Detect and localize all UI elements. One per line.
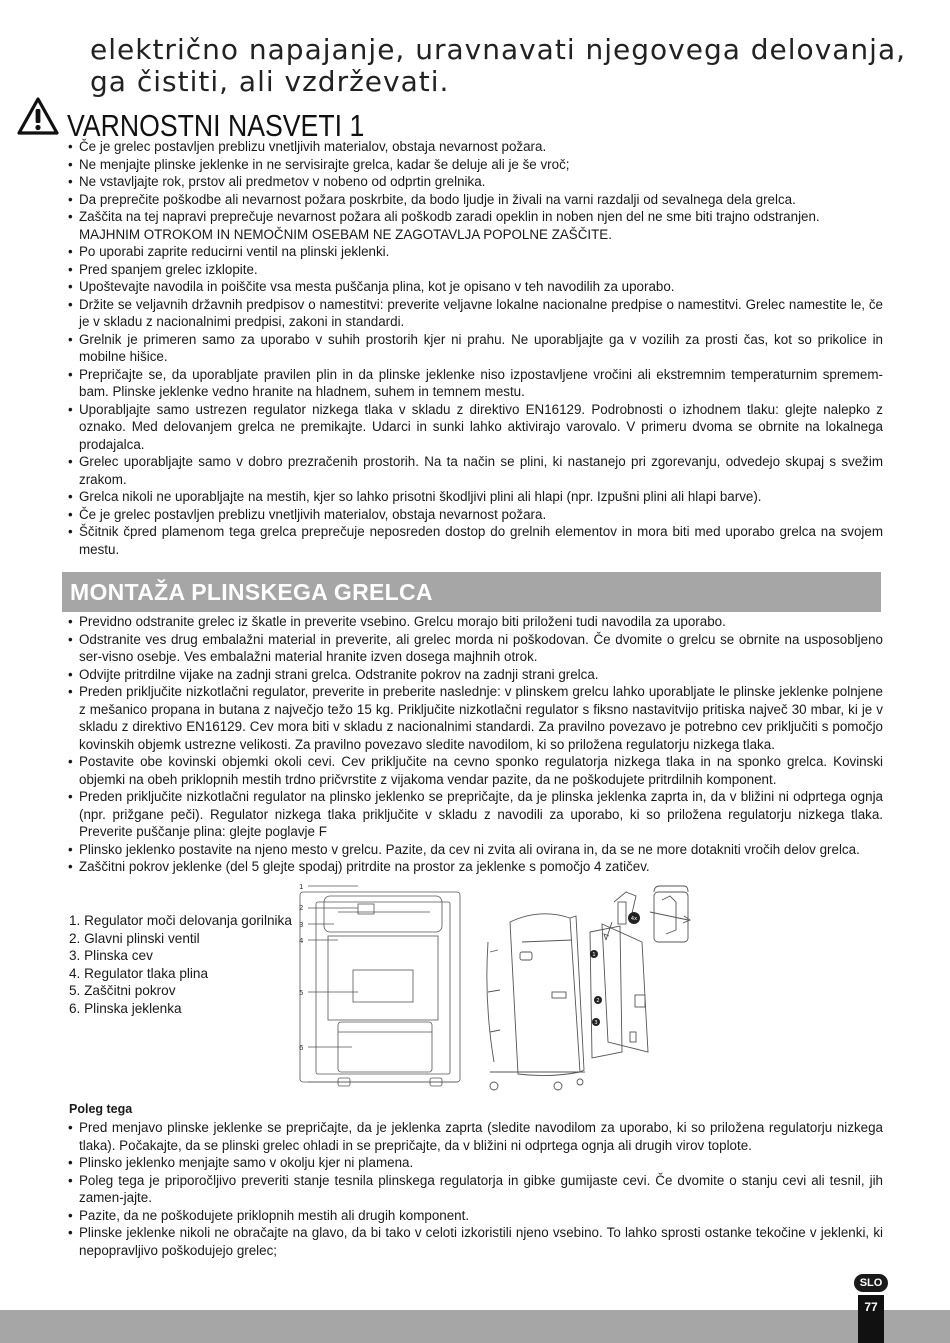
list-item: • Pazite, da ne poškodujete priklopnih mestih ali drugih komponent. <box>68 1207 470 1223</box>
intro-text: električno napajanje, uravnavati njegovega delovanja, ga čistiti, ali vzdrževati. <box>90 33 906 98</box>
part-item: 3. Plinska cev <box>69 948 153 964</box>
callout-3: 3 <box>299 921 304 929</box>
list-item: • Ščitnik čpred plamenom tega grelca preprečuje neposreden dostop do grelnih elementov in mora biti med uporabo grelca na svojem mestu. <box>68 524 883 557</box>
safety-heading: VARNOSTNI NASVETI 1 <box>67 108 365 143</box>
list-item: • Ne vstavljajte rok, prstov ali predmetov v nobeno od odprtin grelnika. <box>68 174 486 189</box>
page-number: 77 <box>858 1295 884 1343</box>
part-item: 5. Zaščitni pokrov <box>69 983 176 999</box>
bullet: • <box>68 401 73 417</box>
bullet: • <box>68 366 73 382</box>
step-3: 3 <box>594 1020 598 1026</box>
besides-heading: Poleg tega <box>69 1102 133 1116</box>
bullet: • <box>68 789 73 804</box>
bullet: • <box>68 841 73 857</box>
callout-6: 6 <box>299 1044 304 1052</box>
list-item: • Če je grelec postavljen preblizu vnetljivih materialov, obstaja nevarnost požara. <box>68 506 547 522</box>
part-item: 4. Regulator tlaka plina <box>69 965 209 981</box>
bullet: • <box>68 1207 73 1223</box>
bullet: • <box>68 631 73 647</box>
list-item: • Če je grelec postavljen preblizu vnetljivih materialov, obstaja nevarnost požara. <box>68 139 547 154</box>
step-1: 1 <box>592 952 596 958</box>
bullet: • <box>68 859 73 874</box>
besides-list <box>68 1119 883 1259</box>
parts-list <box>69 912 299 1018</box>
bullet: • <box>68 684 73 699</box>
bullet: • <box>68 1155 73 1170</box>
warning-icon <box>16 96 60 136</box>
bullet: • <box>68 524 73 539</box>
bullet: • <box>68 261 73 277</box>
list-item: • Prepričajte se, da uporabljate pravilen plin in da plinske jeklenke niso izpostavljene vročini ali ekstremnim temperaturnim spremem-bam. Plinske jeklenke vedno hranite na hladnem, suhem in temnem mestu. <box>68 366 883 399</box>
list-item: • Preden priključite nizkotlačni regulator, preverite in preberite naslednje: v plinskem grelcu lahko uporabljate le plinske jeklenke polnjene z mešanico propana in butana z največjo težo 15 kg. Priključite nizkotlačni regulator s fiksno nastavitvijo pritiska največ 30 mbar, ki je v skladu z direktivo EN16129. Cev mora biti v skladu z nacionalnimi standardi. Za pravilno povezavo je potrebno cev priključiti s pomočjo kovinskih objemk ustrezne velikosti. Za pravilno povezavo sledite navodilom, ki so priložena regulatorju nizkega tlaka. <box>68 684 883 752</box>
part-item: 1. Regulator moči delovanja gorilnika <box>69 913 292 928</box>
list-item: • Odstranite ves drug embalažni material in preverite, ali grelec morda ni poškodovan. Če dvomite o grelcu se obrnite na usposobljeno ser-visno osebje. Ves embalažni material hranite izven dosega majhnih otrok. <box>68 631 883 664</box>
list-item-warning: MAJHNIM OTROKOM IN NEMOČNIM OSEBAM NE ZAGOTAVLJA POPOLNE ZAŠČITE. <box>79 226 612 242</box>
bullet: • <box>68 614 73 629</box>
bullet: • <box>68 666 73 682</box>
list-item: • Preden priključite nizkotlačni regulator na plinsko jeklenko se prepričajte, da je plinska jeklenka zaprta in, da v bližini ni odprtega ognja (npr. prižgane peči). Regulator nizkega tlaka priključite v skladu z navodili za uporabo, ki so priložena regulatorju nizkega tlaka. Preverite puščanje plina: glejte poglavje F <box>68 789 883 839</box>
list-item: • Grelnik je primeren samo za uporabo v suhih prostorih kjer ni prahu. Ne uporabljajte ga v vozilih za prosti čas, kot so prikolice in mobilne hišice. <box>68 331 883 364</box>
list-item: • Pred spanjem grelec izklopite. <box>68 261 258 277</box>
language-badge: SLO <box>854 1274 888 1292</box>
list-item: • Uporabljajte samo ustrezen regulator nizkega tlaka v skladu z direktivo EN16129. Podrobnosti o izhodnem tlaku: glejte nalepko z oznako. Med delovanjem grelca ne premikajte. Udarci in sunki lahko aktivirajo varovalo. V primeru dvoma se obrnite na lokalnega prodajalca. <box>68 401 883 452</box>
list-item: • Poleg tega je priporočljivo preveriti stanje tesnila plinskega regulatorja in gibke gumijaste cevi. Če dvomite o stanju cevi ali tesnil, jih zamen-jajte. <box>68 1172 883 1205</box>
list-item: • Postavite obe kovinski objemki okoli cevi. Cev priključite na cevno sponko regulatorja nizkega tlaka in na sponko grelca. Kovinski objemki na obeh priklopnih mestih trdno pričvrstite z vijakoma vendar pazite, da ne poškodujete pritrdilnih komponent. <box>68 754 883 787</box>
part-item: 6. Plinska jeklenka <box>69 1000 182 1016</box>
safety-list <box>68 138 883 558</box>
list-item: • Odvijte pritrdilne vijake na zadnji strani grelca. Odstranite pokrov na zadnji strani grelca. <box>68 666 599 682</box>
list-item: • Da preprečite poškodbe ali nevarnost požara poskrbite, da bodo ljudje in živali na varni razdalji od sevalnega dela grelca. <box>68 191 796 207</box>
list-item: • Zaščitni pokrov jeklenke (del 5 glejte spodaj) pritrdite na prostor za jeklenke s pomočjo 4 zatičev. <box>68 859 650 874</box>
list-item: • Pred menjavo plinske jeklenke se prepričajte, da je jeklenka zaprta (sledite navodilom za uporabo, ki so priložena regulatorju nizkega tlaka). Počakajte, da se plinski grelec ohladi in se prepričajte, da v bližini ni odprtega ognja ali drugih virov toplote. <box>68 1120 883 1153</box>
cover-assembly-diagram <box>480 882 890 1094</box>
step-2: 2 <box>596 998 600 1004</box>
list-item: • Plinsko jeklenko postavite na njeno mesto v grelcu. Pazite, da cev ni zvita ali ovirana in, da se ne more dotakniti vročih delov grelca. <box>68 841 860 857</box>
bullet: • <box>68 754 73 769</box>
bullet: • <box>68 1120 73 1135</box>
bullet: • <box>68 489 73 504</box>
callout-2: 2 <box>299 904 304 912</box>
list-item: • Grelec uporabljajte samo v dobro prezračenih prostorih. Na ta način se plini, ki nastanejo pri zgorevanju, odvedejo skupaj s svežim zrakom. <box>68 454 883 487</box>
list-item: • Držite se veljavnih državnih predpisov o namestitvi: preverite veljavne lokalne nacionalne predpise o namestitvi. Grelec namestite le, če je v skladu z nacionalnimi predpisi, zakoni in standardi. <box>68 296 883 329</box>
list-item: • Zaščita na tej napravi preprečuje nevarnost požara ali poškodb zaradi opeklin in noben njen del ne sme biti trajno odstranjen. <box>68 209 820 224</box>
bullet: • <box>68 296 73 312</box>
bullet: • <box>68 209 73 224</box>
bullet: • <box>68 156 73 172</box>
list-item: • Ne menjajte plinske jeklenke in ne servisirajte grelca, kadar še deluje ali je še vroč; <box>68 156 570 172</box>
step-4x: 4x <box>630 916 638 922</box>
callout-4: 4 <box>299 937 304 945</box>
bullet: • <box>68 191 73 207</box>
list-item: • Plinske jeklenke nikoli ne obračajte na glavo, da bi tako v celoti izkoristili njeno vsebino. To lahko sprosti ostanke tekočine v jeklenki, ki nepopravljivo poškodujejo grelec; <box>68 1225 883 1258</box>
bullet: • <box>68 139 73 154</box>
assembly-list <box>68 613 883 876</box>
bullet: • <box>68 506 73 522</box>
list-item: • Plinsko jeklenko menjajte samo v okolju kjer ni plamena. <box>68 1155 414 1170</box>
bullet: • <box>68 454 73 469</box>
footer-band <box>0 1310 950 1343</box>
bullet: • <box>68 244 73 259</box>
list-item: • Po uporabi zaprite reducirni ventil na plinski jeklenki. <box>68 244 390 259</box>
part-item: 2. Glavni plinski ventil <box>69 930 200 946</box>
list-item: • Previdno odstranite grelec iz škatle in preverite vsebino. Grelcu morajo biti priloženi tudi navodila za uporabo. <box>68 614 726 629</box>
assembly-heading: MONTAŽA PLINSKEGA GRELCA <box>70 579 433 605</box>
bullet: • <box>68 331 73 347</box>
callout-1: 1 <box>299 883 304 891</box>
heater-back-diagram <box>298 882 470 1094</box>
list-item: • Upoštevajte navodila in poiščite vsa mesta puščanja plina, kot je opisano v teh navodilih za uporabo. <box>68 279 675 294</box>
bullet: • <box>68 1172 73 1188</box>
callout-5: 5 <box>299 989 304 997</box>
assembly-section-bar <box>62 572 881 612</box>
bullet: • <box>68 1225 73 1240</box>
bullet: • <box>68 279 73 294</box>
list-item: • Grelca nikoli ne uporabljajte na mestih, kjer so lahko prisotni škodljivi plini ali hlapi (npr. Izpušni plini ali hlapi barve). <box>68 489 762 504</box>
bullet: • <box>68 174 73 189</box>
